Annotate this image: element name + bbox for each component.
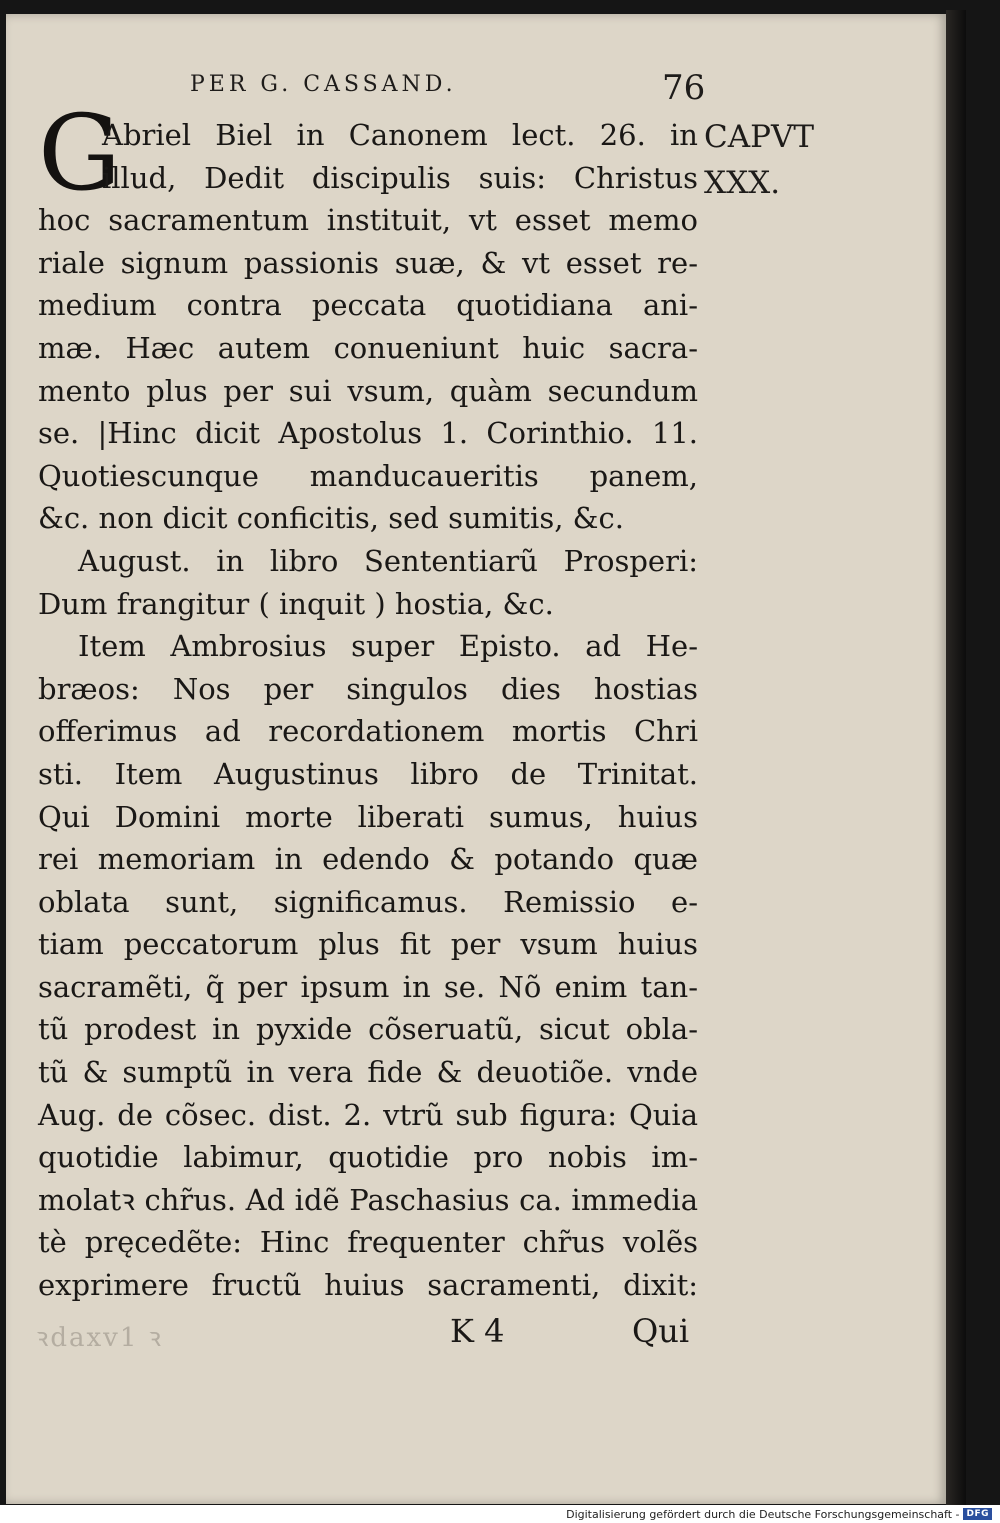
text-line: quotidie labimur, quotidie pro nobis im- xyxy=(38,1140,698,1175)
text-line: tũ & sumptũ in vera fide & deuotiõe. vnde xyxy=(38,1055,698,1090)
text-line: rei memoriam in edendo & potando quæ xyxy=(38,842,698,877)
signature-mark: K 4 xyxy=(450,1312,505,1350)
text-line: tũ prodest in pyxide cõseruatũ, sicut obla- xyxy=(38,1012,698,1047)
margin-note-line: XXX. xyxy=(704,165,781,201)
text-line: mæ. Hæc autem conueniunt huic sacra- xyxy=(38,330,698,365)
text-line: hoc sacramentum instituit, vt esset memo xyxy=(38,203,698,238)
drop-capital: G xyxy=(38,92,122,214)
text-line: tè pręcedẽte: Hinc frequenter chr̃us volẽs xyxy=(38,1225,698,1260)
text-line: Aug. de cõsec. dist. 2. vtrũ sub figura: Quia xyxy=(38,1097,698,1132)
text-line: sti. Item Augustinus libro de Trinitat. xyxy=(38,756,698,791)
text-line: offerimus ad recordationem mortis Chri xyxy=(38,714,698,749)
text-line: Item Ambrosius super Episto. ad He- xyxy=(78,629,698,664)
text-line: exprimere fructũ huius sacramenti, dixit: xyxy=(38,1268,698,1303)
margin-note-line: CAPVT xyxy=(704,119,815,155)
text-line: bræos: Nos per singulos dies hostias xyxy=(38,671,698,706)
digitization-credit xyxy=(0,1505,1000,1523)
text-line: mento plus per sui vsum, quàm secundum xyxy=(38,373,698,408)
text-line: Dum frangitur ( inquit ) hostia, &c. xyxy=(38,586,554,621)
text-line: sacramẽti, q̃ per ipsum in se. Nõ enim tan- xyxy=(38,969,698,1004)
catchword: Qui xyxy=(632,1312,690,1350)
text-line: tiam peccatorum plus fit per vsum huius xyxy=(38,927,698,962)
folio-number: 76 xyxy=(662,68,706,108)
text-line: Quotiescunque manducaueritis panem, xyxy=(38,458,698,493)
text-line: Abriel Biel in Canonem lect. 26. in xyxy=(102,118,698,152)
bleed-through-text: ꝛdaxv1 ꝛ xyxy=(36,1323,163,1353)
text-line: Qui Domini morte liberati sumus, huius xyxy=(38,799,698,834)
credit-text: Digitalisierung gefördert durch die Deutsche Forschungsgemeinschaft - xyxy=(566,1507,960,1521)
text-line: &c. non dicit conficitis, sed sumitis, &c. xyxy=(38,501,624,536)
dfg-logo: DFG xyxy=(963,1508,992,1520)
text-line: illud, Dedit discipulis suis: Christus xyxy=(102,160,698,195)
margin-note xyxy=(704,114,814,206)
text-line: riale signum passionis suæ, & vt esset re- xyxy=(38,245,698,280)
text-line: se. |Hinc dicit Apostolus 1. Corinthio. 11. xyxy=(38,416,698,451)
text-line: August. in libro Sententiarũ Prosperi: xyxy=(78,543,698,578)
running-head: PER G. CASSAND. xyxy=(190,72,457,97)
page-edge xyxy=(946,10,966,1505)
text-line: medium contra peccata quotidiana ani- xyxy=(38,288,698,323)
text-line: oblata sunt, significamus. Remissio e- xyxy=(38,884,698,919)
body-text xyxy=(38,114,698,1307)
text-line: molatꝛ chr̃us. Ad idẽ Paschasius ca. immedia xyxy=(38,1182,698,1217)
